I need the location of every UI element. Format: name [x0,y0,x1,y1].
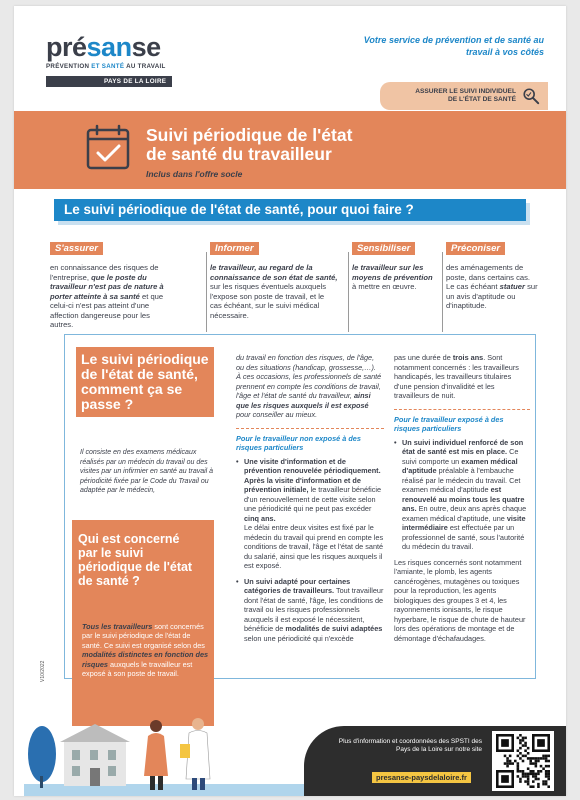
tag-assurer: S'assurer [50,242,103,255]
bullet-adapted: • Un suivi adapté pour certaines catégories de travailleurs. Tout travailleur dont l'état de santé, l'âge, les conditions de travail ou les risques professionnels auxquels il est exposé le nécessitent, bénéficie de modalités de suivi adaptées selon une périodicité qui n'excède [236,577,384,644]
tag-sensibiliser: Sensibiliser [352,242,415,255]
tag-informer: Informer [210,242,259,255]
non-exposed-heading: Pour le travailleur non exposé à des risques particuliers [236,428,384,452]
footer [14,726,566,796]
column-divider [442,252,443,332]
exposed-heading: Pour le travailleur exposé à des risques particuliers [394,409,530,433]
text-assurer: en connaissance des risques de l'entreprise, que le poste du travailleur n'est pas de nature à porter atteinte à sa santé et que celui-ci n'est pas atteint d'une affection dangereuse pour les autres. [50,263,164,329]
text-sensibiliser: le travailleur sur les moyens de prévention à mettre en œuvre. [352,263,433,291]
tagline: Votre service de prévention et de santé au travail à vos côtés [363,35,544,57]
how-intro: Il consiste en des examens médicaux réalisés par un médecin du travail ou des visites par un infirmier en santé au travail à périodicité fixée par le Code du Travail ou adaptée par le médecin, [80,449,214,495]
purpose-col-informer [210,238,338,320]
qr-code-pattern [495,734,551,788]
qr-code-icon[interactable] [492,731,554,791]
bullet-sir: • Un suivi individuel renforcé de son état de santé est mis en place. Ce suivi comporte un examen médical d'aptitude préalable à l'embauche réalisé par le médecin du travail. Cet examen médical d'aptitude est renouvelé au moins tous les quatre ans. En outre, deux ans après chaque examen médical d'aptitude, une visite intermédiaire est effectuée par un professionnel de santé, sous l'autorité du médecin du travail. [394,438,530,552]
mid-intro: du travail en fonction des risques, de l'âge, ou des situations (handicap, grossesse,…). [236,353,376,372]
purpose-col-assurer [50,238,170,330]
illustration-people-building [24,706,304,796]
logo-wordmark: présanse [46,32,161,62]
title-banner [14,111,566,189]
page-subtitle: Inclus dans l'offre socle [146,169,243,179]
tag-preconiser: Préconiser [446,242,505,255]
magnifier-icon [522,87,540,105]
footer-text: Plus d'information et coordonnées des SPSTI des Pays de la Loire sur notre site [338,738,482,754]
how-right-column [394,353,530,643]
column-divider [206,252,207,332]
presanse-logo[interactable] [46,34,172,88]
flyer-page [14,6,566,796]
calendar-check-icon [84,122,136,174]
version-code: V10/2022 [40,660,46,682]
text-informer: le travailleur, au regard de la connaissance de son état de santé, sur les risques éventuels auxquels l'expose son poste de travail, et le cas échéant, sur le suivi médical nécessaire. [210,263,338,320]
service-tab [380,82,548,110]
right-paragraph: pas une durée de trois ans. Sont notamment concernés : les travailleurs handicapés, les travailleurs titulaires d'une pension d'invalidité et les travailleurs de nuit. [394,353,519,400]
how-middle-column [236,353,384,649]
purpose-col-preconiser [446,238,538,311]
who-text: Tous les travailleurs sont concernés par le suivi périodique de l'état de santé. Ce suivi est organisé selon des modalités distinctes en fonction des risques auxquels le travailleur est exposé à son poste de travail. [82,622,209,679]
website-link[interactable]: presanse-paysdelaloire.fr [372,772,471,783]
how-heading: Le suivi périodique de l'état de santé, comment ça se passe ? [76,347,214,417]
service-tab-label: ASSURER LE SUIVI INDIVIDUEL DE L'ÉTAT DE SANTÉ [415,88,516,103]
logo-region: PAYS DE LA LOIRE [46,76,172,87]
purpose-col-sensibiliser [352,238,434,292]
risks-paragraph: Les risques concernés sont notamment l'amiante, le plomb, les agents cancérogènes, mutagènes ou toxiques pour la reproduction, les agents biologiques des groupes 3 et 4, les rayonnements ionisants, le risque hyperbare, le risque de chute de hauteur lors des opérations de montage et de démontage d'échafaudages. [394,557,526,643]
logo-subtitle: PRÉVENTION ET SANTÉ AU TRAVAIL [46,63,166,70]
bullet-vip: • Une visite d'information et de prévention renouvelée périodiquement. Après la visite d'information et de prévention initiale, le travailleur bénéficie d'un renouvellement de cette visite selon une périodicité qui ne peut pas excéder cinq ans. Le délai entre deux visites est fixé par le médecin du travail qui prend en compte les conditions de travail, l'âge et l'état de santé du salarié, ainsi que les risques auxquels il est exposé. [236,457,384,571]
who-heading: Qui est concerné par le suivi périodique de l'état de santé ? [78,532,193,588]
mid-paragraph: À ces occasions, les professionnels de santé prennent en compte les conditions de travail, l'âge et l'état de santé du travailleur, ainsi que les risques auxquels il est exposé pour conseiller au mieux. [236,372,382,419]
text-preconiser: des aménagements de poste, dans certains cas. Le cas échéant statuer sur un avis d'aptitude ou d'inaptitude. [446,263,538,310]
section-heading-purpose: Le suivi périodique de l'état de santé, pour quoi faire ? [54,199,526,221]
column-divider [348,252,349,332]
page-title: Suivi périodique de l'état de santé du travailleur [146,125,353,164]
